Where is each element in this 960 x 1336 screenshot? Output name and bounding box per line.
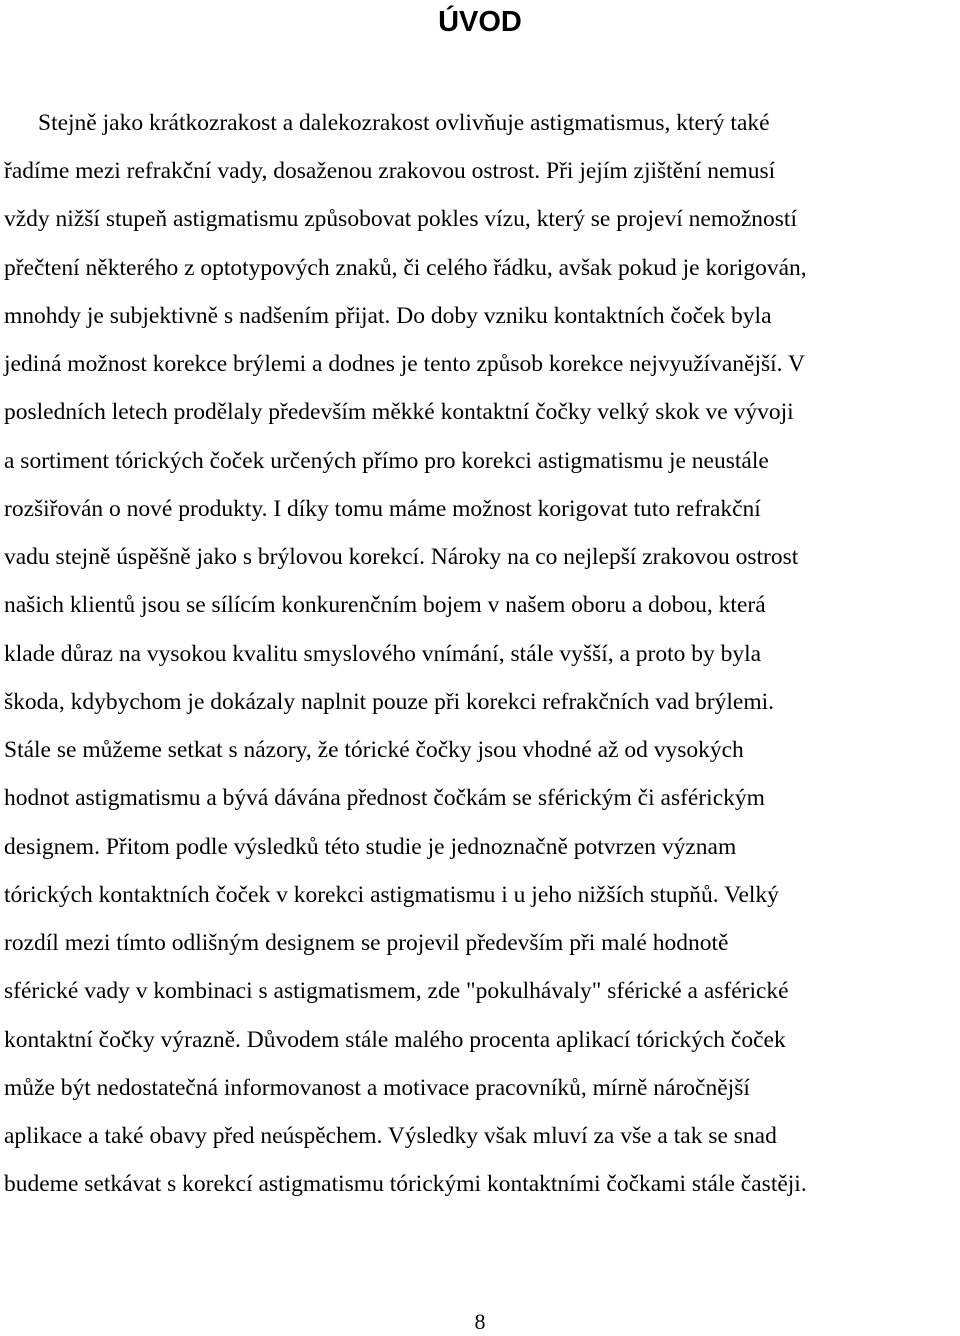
paragraph-line: tórických kontaktních čoček v korekci astigmatismu i u jeho nižších stupňů. Velký [4,882,779,908]
paragraph-line: může být nedostatečná informovanost a motivace pracovníků, mírně náročnější [4,1075,750,1101]
paragraph-line: jediná možnost korekce brýlemi a dodnes je tento způsob korekce nejvyužívanější. V [4,351,805,377]
paragraph-line: mnohdy je subjektivně s nadšením přijat. Do doby vzniku kontaktních čoček byla [4,303,772,329]
paragraph-line: přečtení některého z optotypových znaků, či celého řádku, avšak pokud je korigován, [4,255,807,281]
paragraph-line: klade důraz na vysokou kvalitu smyslového vnímání, stále vyšší, a proto by byla [4,641,762,667]
paragraph-line: Stále se můžeme setkat s názory, že tórické čočky jsou vhodné až od vysokých [4,737,744,763]
paragraph-line: a sortiment tórických čoček určených přímo pro korekci astigmatismu je neustále [4,448,769,474]
paragraph-line: rozdíl mezi tímto odlišným designem se projevil především při malé hodnotě [4,930,729,956]
paragraph-line: posledních letech prodělaly především měkké kontaktní čočky velký skok ve vývoji [4,399,794,425]
paragraph-line: našich klientů jsou se sílícím konkurenčním bojem v našem oboru a dobou, která [4,592,766,618]
paragraph-line: Stejně jako krátkozrakost a dalekozrakost ovlivňuje astigmatismus, který také [38,110,770,136]
paragraph-line: rozšiřován o nové produkty. I díky tomu máme možnost korigovat tuto refrakční [4,496,761,522]
paragraph-line: řadíme mezi refrakční vady, dosaženou zrakovou ostrost. Při jejím zjištění nemusí [4,158,776,184]
paragraph-line: škoda, kdybychom je dokázaly naplnit pouze při korekci refrakčních vad brýlemi. [4,689,775,715]
paragraph-line: kontaktní čočky výrazně. Důvodem stále malého procenta aplikací tórických čoček [4,1027,786,1053]
paragraph-line: hodnot astigmatismu a bývá dávána přednost čočkám se sférickým či asférickým [4,785,765,811]
paragraph-line: budeme setkávat s korekcí astigmatismu tórickými kontaktními čočkami stále častěji. [4,1171,807,1197]
page-title: ÚVOD [438,6,522,38]
paragraph-line: vždy nižší stupeň astigmatismu způsobovat pokles vízu, který se projeví nemožností [4,206,797,232]
paragraph-line: designem. Přitom podle výsledků této studie je jednoznačně potvrzen význam [4,834,737,860]
paragraph-line: aplikace a také obavy před neúspěchem. Výsledky však mluví za vše a tak se snad [4,1123,777,1149]
page-number: 8 [474,1309,486,1334]
paragraph-line: vadu stejně úspěšně jako s brýlovou korekcí. Nároky na co nejlepší zrakovou ostrost [4,544,799,570]
paragraph-line: sférické vady v kombinaci s astigmatismem, zde "pokulhávaly" sférické a asférické [4,978,789,1004]
